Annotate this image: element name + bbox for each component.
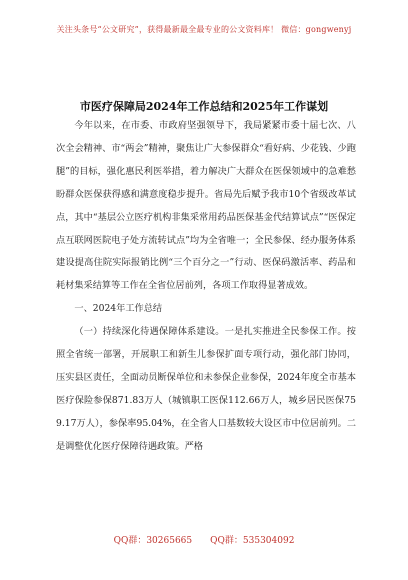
section-heading: 一、2024年工作总结 [74,303,163,315]
header-banner: 关注头条号“公文研究”，获得最新最全最专业的公文资料库！ 微信：gongwenyj [56,25,352,34]
intro-paragraph: 今年以来，在市委、市政府坚强领导下，我局紧紧市委十届七次、八次全会精神、市“两会”精神，聚焦让广大参保群众“看好病、少花钱、少跑腿”的目标，强化惠民利医举措，着力解决广大群众在医保领域中的急难愁盼群众医保获得感和满意度稳步提升。省局先后赋予我市10个省级改革试点，其中“基层公立医疗机构非集采常用药品医保基金代结算试点”“医保定点互联网医院电子处方流转试点”均为全省唯一；全民参保、经办服务体系建设提高住院实际报销比例“三个百分之一”行动、医保码激活率、药品和耗材集采结算等工作在全省位居前列，各项工作取得显著成效。 [56,120,356,292]
qq-group-1: QQ群：30265665 [113,536,193,546]
footer-contacts [0,533,408,546]
document-title: 市医疗保障局2024年工作总结和2025年工作谋划 [79,100,329,113]
document-body [56,115,356,459]
qq-group-2: QQ群：535304092 [210,536,295,546]
subsection-paragraph: （一）持续深化待遇保障体系建设。一是扎实推进全民参保工作。按照全省统一部署，开展职工和新生儿参保扩面专项行动，强化部门协同，压实县区责任，全面动员断保单位和未参保企业参保，2024年度全市基本医疗保险参保871.83万人（城镇职工医保112.66万人，城乡居民医保759.17万人），参保率95.04%，在全省人口基数较大设区市中位居前列。二是调整优化医疗保障待遇政策。严格 [56,326,356,452]
